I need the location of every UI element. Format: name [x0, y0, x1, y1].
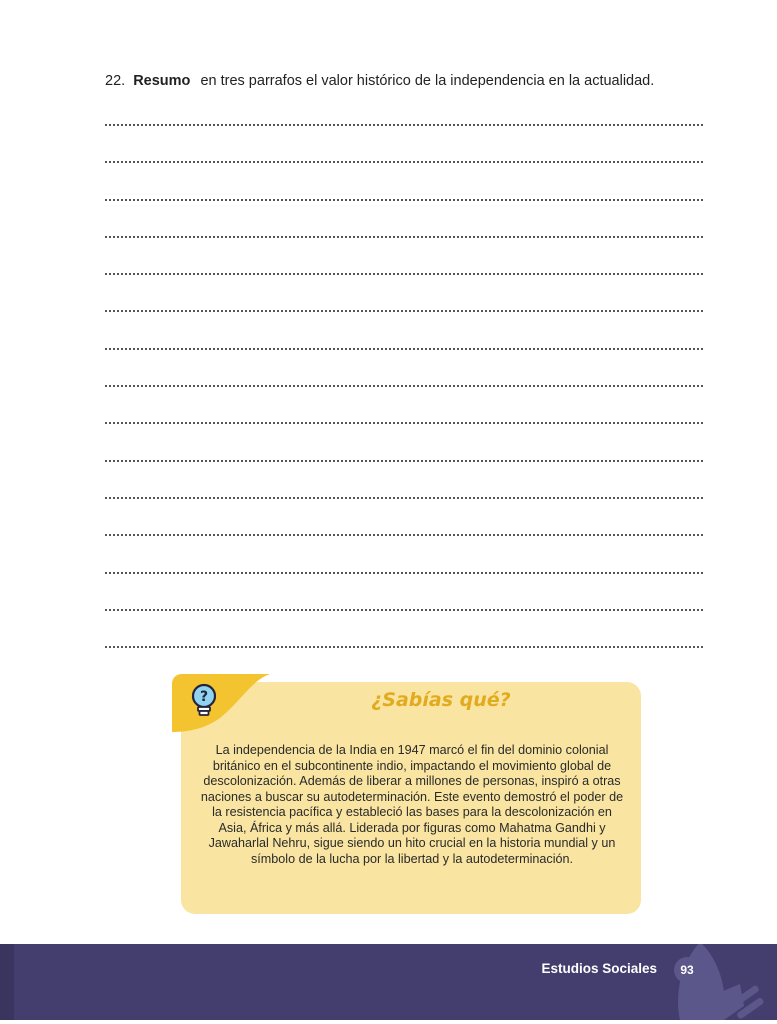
answer-line[interactable]: [105, 273, 703, 275]
answer-line[interactable]: [105, 609, 703, 611]
answer-line[interactable]: [105, 199, 703, 201]
answer-line[interactable]: [105, 385, 703, 387]
answer-line[interactable]: [105, 460, 703, 462]
rocket-icon: [640, 944, 777, 1020]
answer-line[interactable]: [105, 572, 703, 574]
answer-line[interactable]: [105, 348, 703, 350]
answer-line[interactable]: [105, 161, 703, 163]
answer-line[interactable]: [105, 534, 703, 536]
did-you-know-title: ¿Sabías qué?: [371, 689, 511, 711]
answer-line[interactable]: [105, 646, 703, 648]
svg-text:?: ?: [199, 689, 209, 705]
page-number: 93: [674, 957, 700, 983]
question-number: 22.: [105, 73, 126, 89]
did-you-know-text: La independencia de la India en 1947 marcó el fin del dominio colonial británico en el subcontinente indio, impactando el movimiento global de descolonización. Además de liberar a millones de personas, inspiró a otras naciones a buscar su autodeterminación. Este evento demostró el poder de la resistencia pacífica y estableció las bases para la descolonización en Asia, África y más allá. Liderada por figuras como Mahatma Gandhi y Jawaharlal Nehru, sigue siendo un hito crucial en la historia mundial y un símbolo de la lucha por la libertad y la autodeterminación.: [200, 743, 624, 866]
answer-line[interactable]: [105, 310, 703, 312]
question-keyword: Resumo: [133, 73, 191, 89]
subject-label: Estudios Sociales: [541, 961, 657, 976]
answer-line[interactable]: [105, 124, 703, 126]
answer-line[interactable]: [105, 236, 703, 238]
question-text: [105, 72, 725, 90]
footer-stripe: [0, 944, 14, 1020]
answer-lines[interactable]: [105, 124, 703, 683]
answer-line[interactable]: [105, 422, 703, 424]
answer-line[interactable]: [105, 497, 703, 499]
question-prompt: en tres parrafos el valor histórico de la independencia en la actualidad.: [200, 73, 655, 89]
